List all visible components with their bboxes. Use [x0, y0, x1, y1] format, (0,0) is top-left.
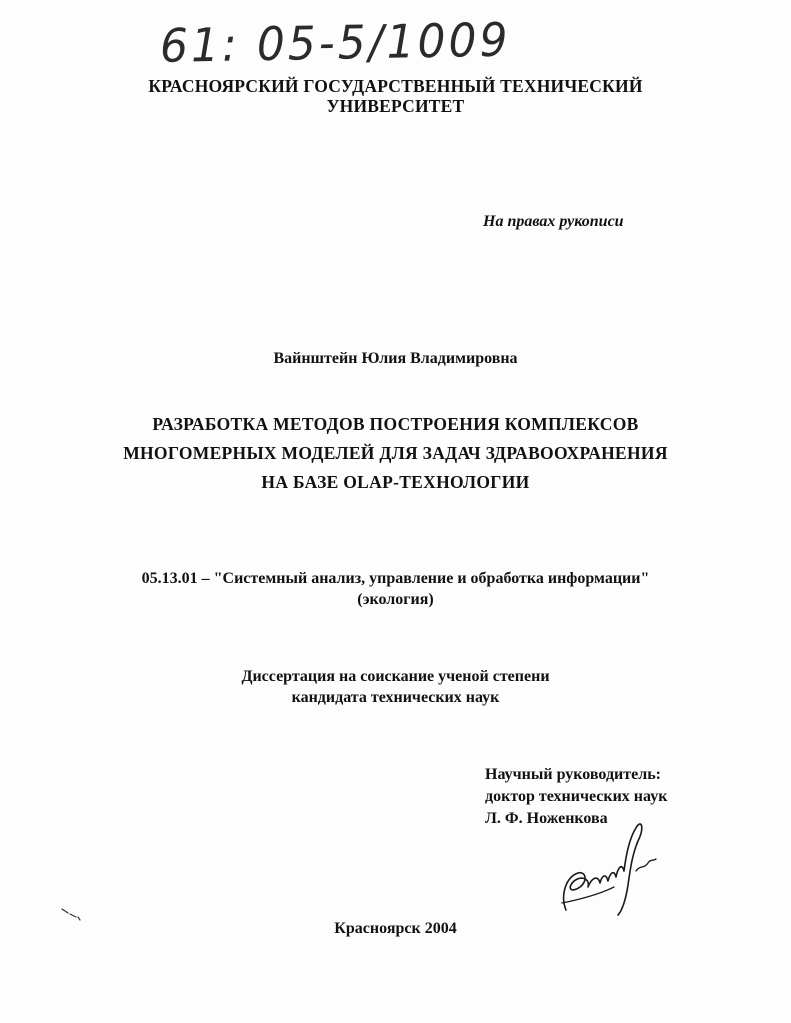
dissertation-title-line1: РАЗРАБОТКА МЕТОДОВ ПОСТРОЕНИЯ КОМПЛЕКСОВ: [152, 414, 639, 434]
handwritten-catalog-number: [160, 14, 511, 74]
handwritten-catalog-number-text: 61: 05-5/1009: [159, 13, 511, 74]
university-name-line1: КРАСНОЯРСКИЙ ГОСУДАРСТВЕННЫЙ ТЕХНИЧЕСКИЙ: [148, 76, 643, 96]
specialty-line1: 05.13.01 – "Системный анализ, управление и обработка информации": [141, 570, 650, 587]
degree-line1: Диссертация на соискание ученой степени: [241, 668, 550, 685]
city-year: Красноярск 2004: [334, 920, 457, 937]
dissertation-title-line3: НА БАЗЕ OLAP-ТЕХНОЛОГИИ: [261, 472, 530, 492]
supervisor-degree: доктор технических наук: [485, 788, 668, 805]
handwritten-signature: [552, 815, 662, 930]
rights-note: На правах рукописи: [483, 213, 624, 230]
supervisor-label: Научный руководитель:: [485, 766, 661, 783]
specialty-line2: (экология): [357, 591, 434, 608]
author-name: Вайнштейн Юлия Владимировна: [273, 350, 518, 367]
dissertation-title-line2: МНОГОМЕРНЫХ МОДЕЛЕЙ ДЛЯ ЗАДАЧ ЗДРАВООХРАНЕНИЯ: [123, 443, 668, 463]
supervisor-name: Л. Ф. Ноженкова: [485, 810, 608, 827]
signature-icon: [552, 815, 662, 925]
degree-line2: кандидата технических наук: [291, 689, 500, 706]
university-name-line2: УНИВЕРСИТЕТ: [326, 96, 465, 116]
